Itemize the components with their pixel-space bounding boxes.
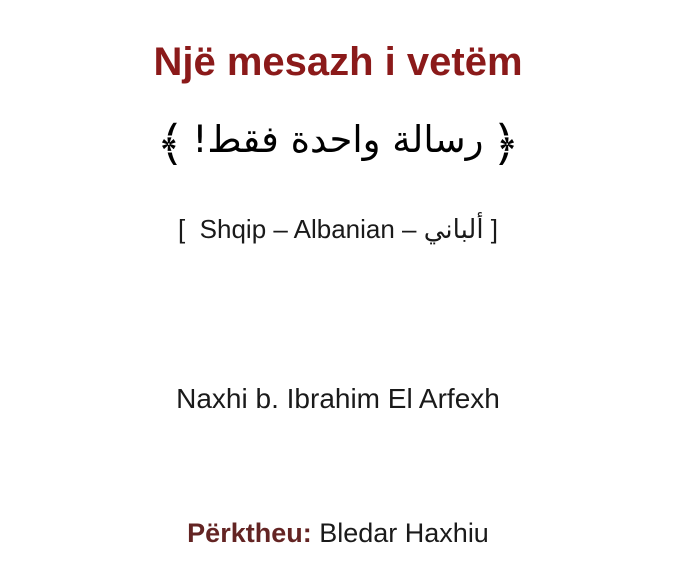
ornate-parenthesis-right-icon: ﴿ <box>491 116 520 172</box>
arabic-title-line <box>0 112 676 172</box>
language-line: [ Shqip – Albanian – ألباني ] <box>177 214 499 244</box>
translator-label: Përktheu: <box>187 518 312 548</box>
arabic-title-text: رسالة واحدة فقط! <box>192 118 484 161</box>
translator-name: Bledar Haxhiu <box>319 518 489 548</box>
translator-line <box>0 516 676 551</box>
author-name: Naxhi b. Ibrahim El Arfexh <box>176 383 500 414</box>
ornate-parenthesis-left-icon: ﴾ <box>156 116 185 172</box>
page-title: Një mesazh i vetëm <box>153 40 523 84</box>
